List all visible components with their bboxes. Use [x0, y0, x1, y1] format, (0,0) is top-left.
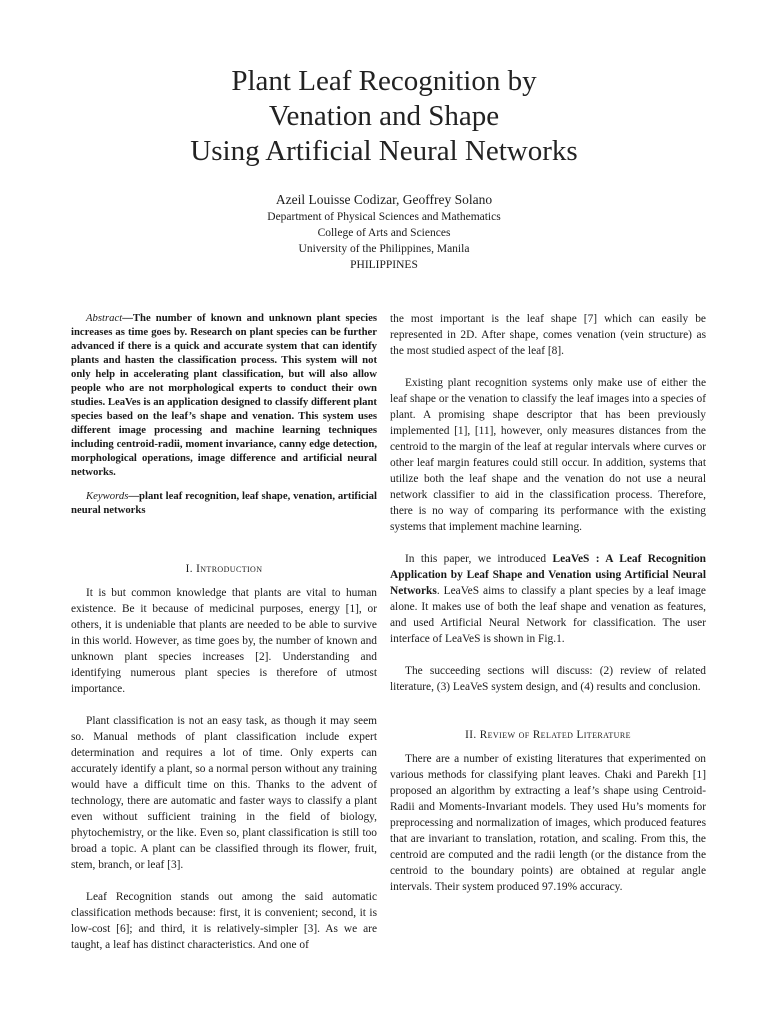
intro-paragraph-6: The succeeding sections will discuss: (2) review of related literature, (3) LeaVeS system design, and (4) results and conclusion.	[390, 665, 706, 693]
keywords	[71, 489, 377, 517]
title-line-1: Plant Leaf Recognition by	[231, 65, 537, 97]
section-heading-introduction	[71, 561, 377, 577]
abstract	[71, 311, 377, 479]
paper-title	[0, 64, 768, 169]
abstract-label: Abstract	[86, 312, 123, 324]
affiliation-university: University of the Philippines, Manila	[298, 243, 470, 255]
intro-paragraph-1: It is but common knowledge that plants are vital to human existence. Be it because of medicinal purposes, energy [1], or others, it is undeniable that plants are needed to be able to survive in this world. However, as time goes by, the number of known and unknown plant species increases [2]. Understanding and identifying numerous plant species is therefore of utmost importance.	[71, 587, 377, 695]
intro-paragraph-continued: the most important is the leaf shape [7] which can easily be represented in 2D. After shape, comes venation (vein structure) as the most studied aspect of the leaf [8].	[390, 313, 706, 357]
intro-paragraph-2: Plant classification is not an easy task, as though it may seem so. Manual methods of plant classification include expert determination and requires a lot of time. Only experts can accurately identify a plant, so a normal person without any training would have a difficult time on this. Thanks to the advent of technology, there are automatic and faster ways to classify a plant even without sufficient training in the field of biology, phytochemistry, or the like. Even so, plant classification is still too broad a topic. A plant can be classified through its flower, fruit, stem, branch, or leaf [3].	[71, 715, 377, 871]
keywords-label: Keywords	[86, 490, 129, 502]
section-numeral: I.	[185, 563, 197, 575]
paragraph-text: . LeaVeS aims to classify a plant species by a leaf image alone. It makes use of both the leaf shape and venation as features, and used Artificial Neural Network for classification. The user interface of LeaVeS is shown in Fig.1.	[390, 585, 706, 645]
affiliation	[0, 209, 768, 273]
intro-paragraph-4: Existing plant recognition systems only make use of either the leaf shape or the venation to classify the leaf images into a species of plant. A promising shape descriptor that has been previously implemented [1], [11], however, only measures distances from the centroid to the margin of the leaf at regular intervals where curves or other leaf margin features could still occur. In addition, systems that utilize both the leaf shape and the venation do not use a neural network classifier to aid in the classification process. Therefore, there is no way of comparing its performance with the existing systems that implement machine learning.	[390, 377, 706, 533]
paragraph-text: In this paper, we introduced	[405, 553, 553, 565]
keywords-text: —plant leaf recognition, leaf shape, venation, artificial neural networks	[71, 490, 377, 516]
intro-paragraph-5	[390, 551, 706, 647]
affiliation-department: Department of Physical Sciences and Mathematics	[267, 211, 501, 223]
system-name-bold: LeaVeS : A Leaf Recognition Application by Leaf Shape and Venation using Artificial Neural Networks	[390, 553, 706, 597]
section-numeral: II.	[465, 729, 480, 741]
section-title: Review of Related Literature	[479, 729, 631, 741]
author-list: Azeil Louisse Codizar, Geoffrey Solano	[275, 192, 493, 207]
intro-paragraph-3: Leaf Recognition stands out among the said automatic classification methods because: first, it is convenient; second, it is low-cost [6]; and third, it is relatively-simpler [3]. As we are taught, a leaf has distinct characteristics. And one of	[71, 891, 377, 951]
right-column	[390, 311, 706, 895]
affiliation-country: PHILIPPINES	[350, 259, 418, 271]
abstract-text: —The number of known and unknown plant species increases as time goes by. Research on plant species can be further advanced if there is a quick and accurate system that can identify plants and hasten the classification process. This system will not only help in accelerating plant classification, but will also allow people who are not morphological experts to conduct their own studies. LeaVes is an application designed to classify different plant species based on the leaf’s shape and venation. This system uses different image processing and machine learning techniques including centroid-radii, moment invariance, canny edge detection, morphological operations, image difference and artificial neural networks.	[71, 312, 377, 478]
title-line-3: Using Artificial Neural Networks	[190, 135, 578, 167]
title-line-2: Venation and Shape	[268, 100, 500, 132]
affiliation-college: College of Arts and Sciences	[317, 227, 451, 239]
section-title: Introduction	[196, 563, 263, 575]
section-heading-related-literature	[390, 727, 706, 743]
related-paragraph-1: There are a number of existing literatures that experimented on various methods for classifying plant leaves. Chaki and Parekh [1] proposed an algorithm by extracting a leaf’s shape using Centroid-Radii and Moments-Invariant models. They used Hu’s moments for preprocessing and normalization of images, which produced features that are invariant to translation, rotation, and scaling. From this, the centroid are computed and the radii length (or the distance from the centroid to the boundary points) are obtained at regular angle intervals. Their system produced 97.19% accuracy.	[390, 753, 706, 893]
left-column	[71, 311, 377, 953]
